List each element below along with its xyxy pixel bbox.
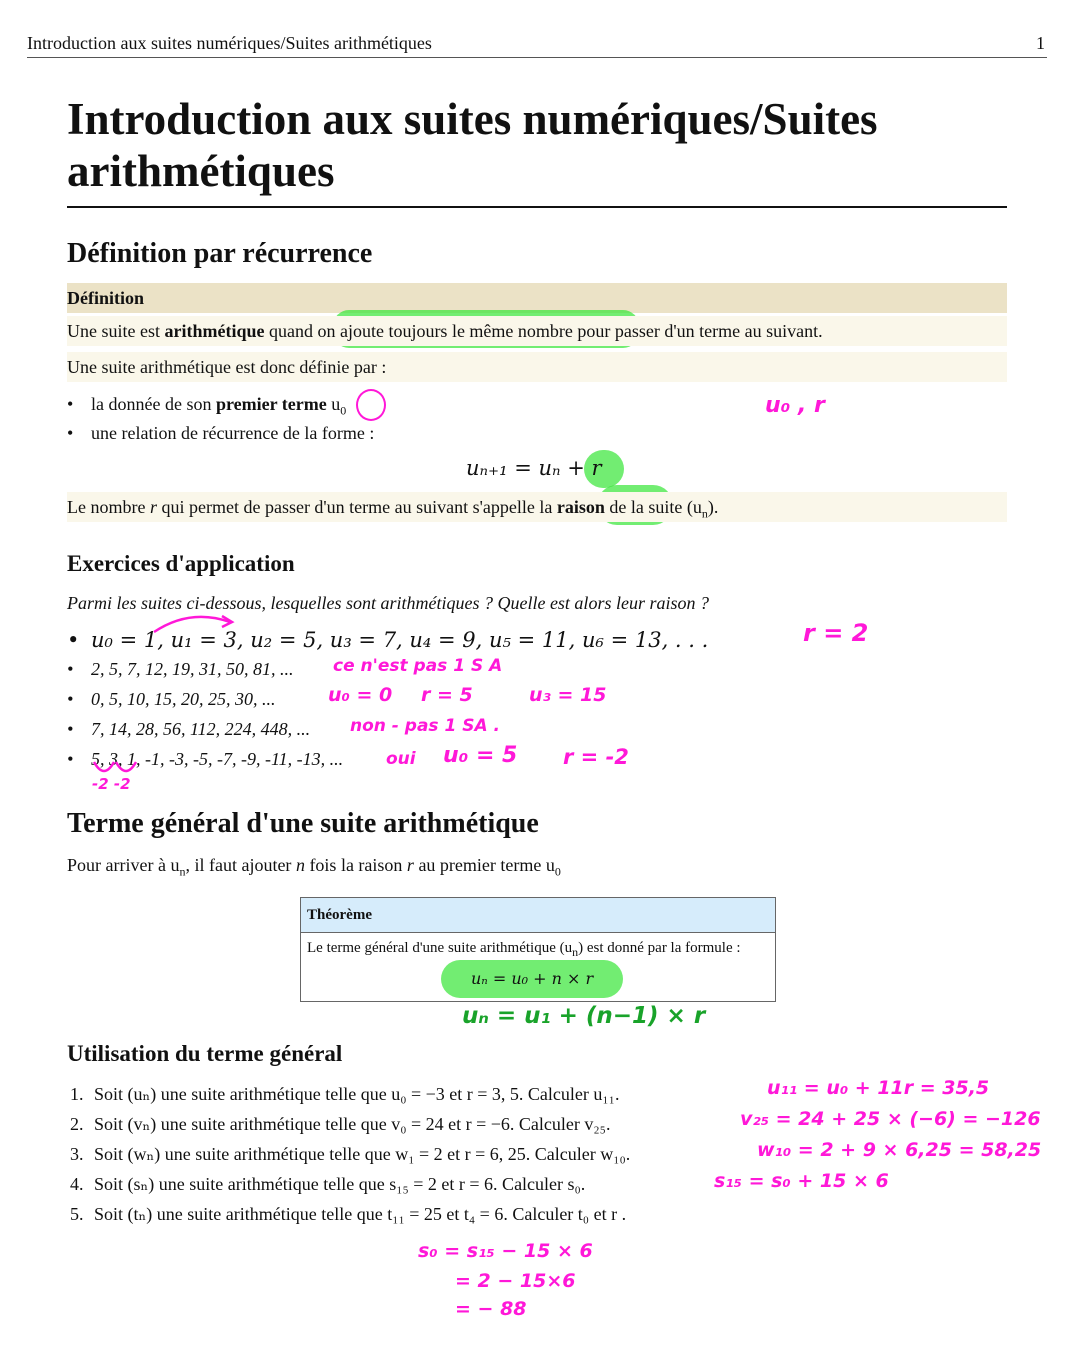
definition-line-1: Une suite est arithmétique quand on ajoute toujours le même nombre pour passer d'un terme au suivant. [67,316,1007,346]
annotation-answer-4: s₁₅ = s₀ + 15 × 6 [714,1170,889,1192]
annotation-u0-0: u₀ = 0 [328,684,393,706]
list-item: • une relation de récurrence de la forme : [91,423,374,444]
annotation-answer-5b: = 2 − 15×6 [455,1270,576,1292]
exercises-heading: Exercices d'application [67,551,295,576]
title-rule [67,206,1007,208]
usage-heading: Utilisation du terme général [67,1041,343,1066]
exercise-item: • 7, 14, 28, 56, 112, 224, 448, ... [91,719,310,740]
page-title: Introduction aux suites numériques/Suites arithmétiques [67,94,878,196]
section-heading-general-term: Terme général d'une suite arithmétique [67,808,539,839]
annotation-oui: oui [386,749,416,769]
arrow-arc-mark [150,612,240,634]
annotation-answer-3: w₁₀ = 2 + 9 × 6,25 = 58,25 [757,1139,1042,1161]
theorem-box [300,897,776,1002]
definition-line-2: Une suite arithmétique est donc définie par : [67,352,1007,382]
circle-mark [356,389,386,421]
running-title: Introduction aux suites numériques/Suites arithmétiques [27,33,432,53]
annotation-non-sa: non - pas 1 SA . [350,716,500,736]
raison-line: Le nombre r qui permet de passer d'un terme au suivant s'appelle la raison de la suite $(u_n)$. [67,492,1007,522]
annotation-u3-15: u₃ = 15 [529,684,607,706]
annotation-answer-5a: s₀ = s₁₅ − 15 × 6 [418,1240,593,1262]
annotation-not-sa: ce n'est pas 1 S A [333,656,503,676]
annotation-general-formula: uₙ = u₁ + (n−1) × r [462,1003,706,1029]
exercise-item: • 0, 5, 10, 15, 20, 25, 30, ... [91,689,276,710]
annotation-answer-1: u₁₁ = u₀ + 11r = 35,5 [767,1077,990,1099]
exercises-question: Parmi les suites ci-dessous, lesquelles sont arithmétiques ? Quelle est alors leur raison ? [67,593,709,613]
usage-item: 1. Soit (uₙ) une suite arithmétique telle que u₀ = −3 et r = 3, 5. Calculer u₁₁. [70,1084,620,1104]
exercise-item: • 2, 5, 7, 12, 19, 31, 50, 81, ... [91,659,294,680]
usage-item: 2. Soit (vₙ) une suite arithmétique telle que v₀ = 24 et r = −6. Calculer v₂₅. [70,1114,611,1134]
annotation-answer-2: v₂₅ = 24 + 25 × (−6) = −126 [740,1108,1041,1130]
annotation-r-2: r = 2 [803,619,869,647]
annotation-r-m2: r = -2 [563,745,629,769]
definition-label: Définition [67,283,1007,313]
theorem-text: Le terme général d'une suite arithmétique $(u_n)$ est donné par la formule : [307,940,741,959]
exercise-item: • u₀ = 1, u₁ = 3, u₂ = 5, u₃ = 7, u₄ = 9, u₅ = 11, u₆ = 13, . . . [91,628,708,652]
annotation-u0-5: u₀ = 5 [443,743,518,768]
general-term-intro: Pour arriver à $u_n$, il faut ajouter n fois la raison r au premier terme $u_0$ [67,855,561,879]
page-number: 1 [1036,33,1045,53]
list-item: • la donnée de son premier terme $u_0$ [91,394,346,419]
theorem-formula: uₙ = u₀ + n × r [471,969,594,988]
usage-item: 4. Soit (sₙ) une suite arithmétique telle que s₁₅ = 2 et r = 6. Calculer s₀. [70,1174,586,1194]
usage-item: 5. Soit (tₙ) une suite arithmétique telle que t₁₁ = 25 et t₄ = 6. Calculer t₀ et r . [70,1204,627,1224]
annotation-minus2: -2 -2 [92,775,131,793]
section-heading-definition: Définition par récurrence [67,238,373,269]
running-header [27,33,1047,58]
annotation-r-5: r = 5 [421,684,473,706]
usage-item: 3. Soit (wₙ) une suite arithmétique telle que w₁ = 2 et r = 6, 25. Calculer w₁₀. [70,1144,631,1164]
annotation-answer-5c: = − 88 [455,1298,527,1320]
theorem-label: Théorème [301,898,775,933]
exercise-item: • 5, 3, 1, -1, -3, -5, -7, -9, -11, -13, ... [91,749,343,770]
recurrence-formula: uₙ₊₁ = uₙ + r [466,456,602,480]
annotation-u0-r: u₀ , r [765,393,825,418]
